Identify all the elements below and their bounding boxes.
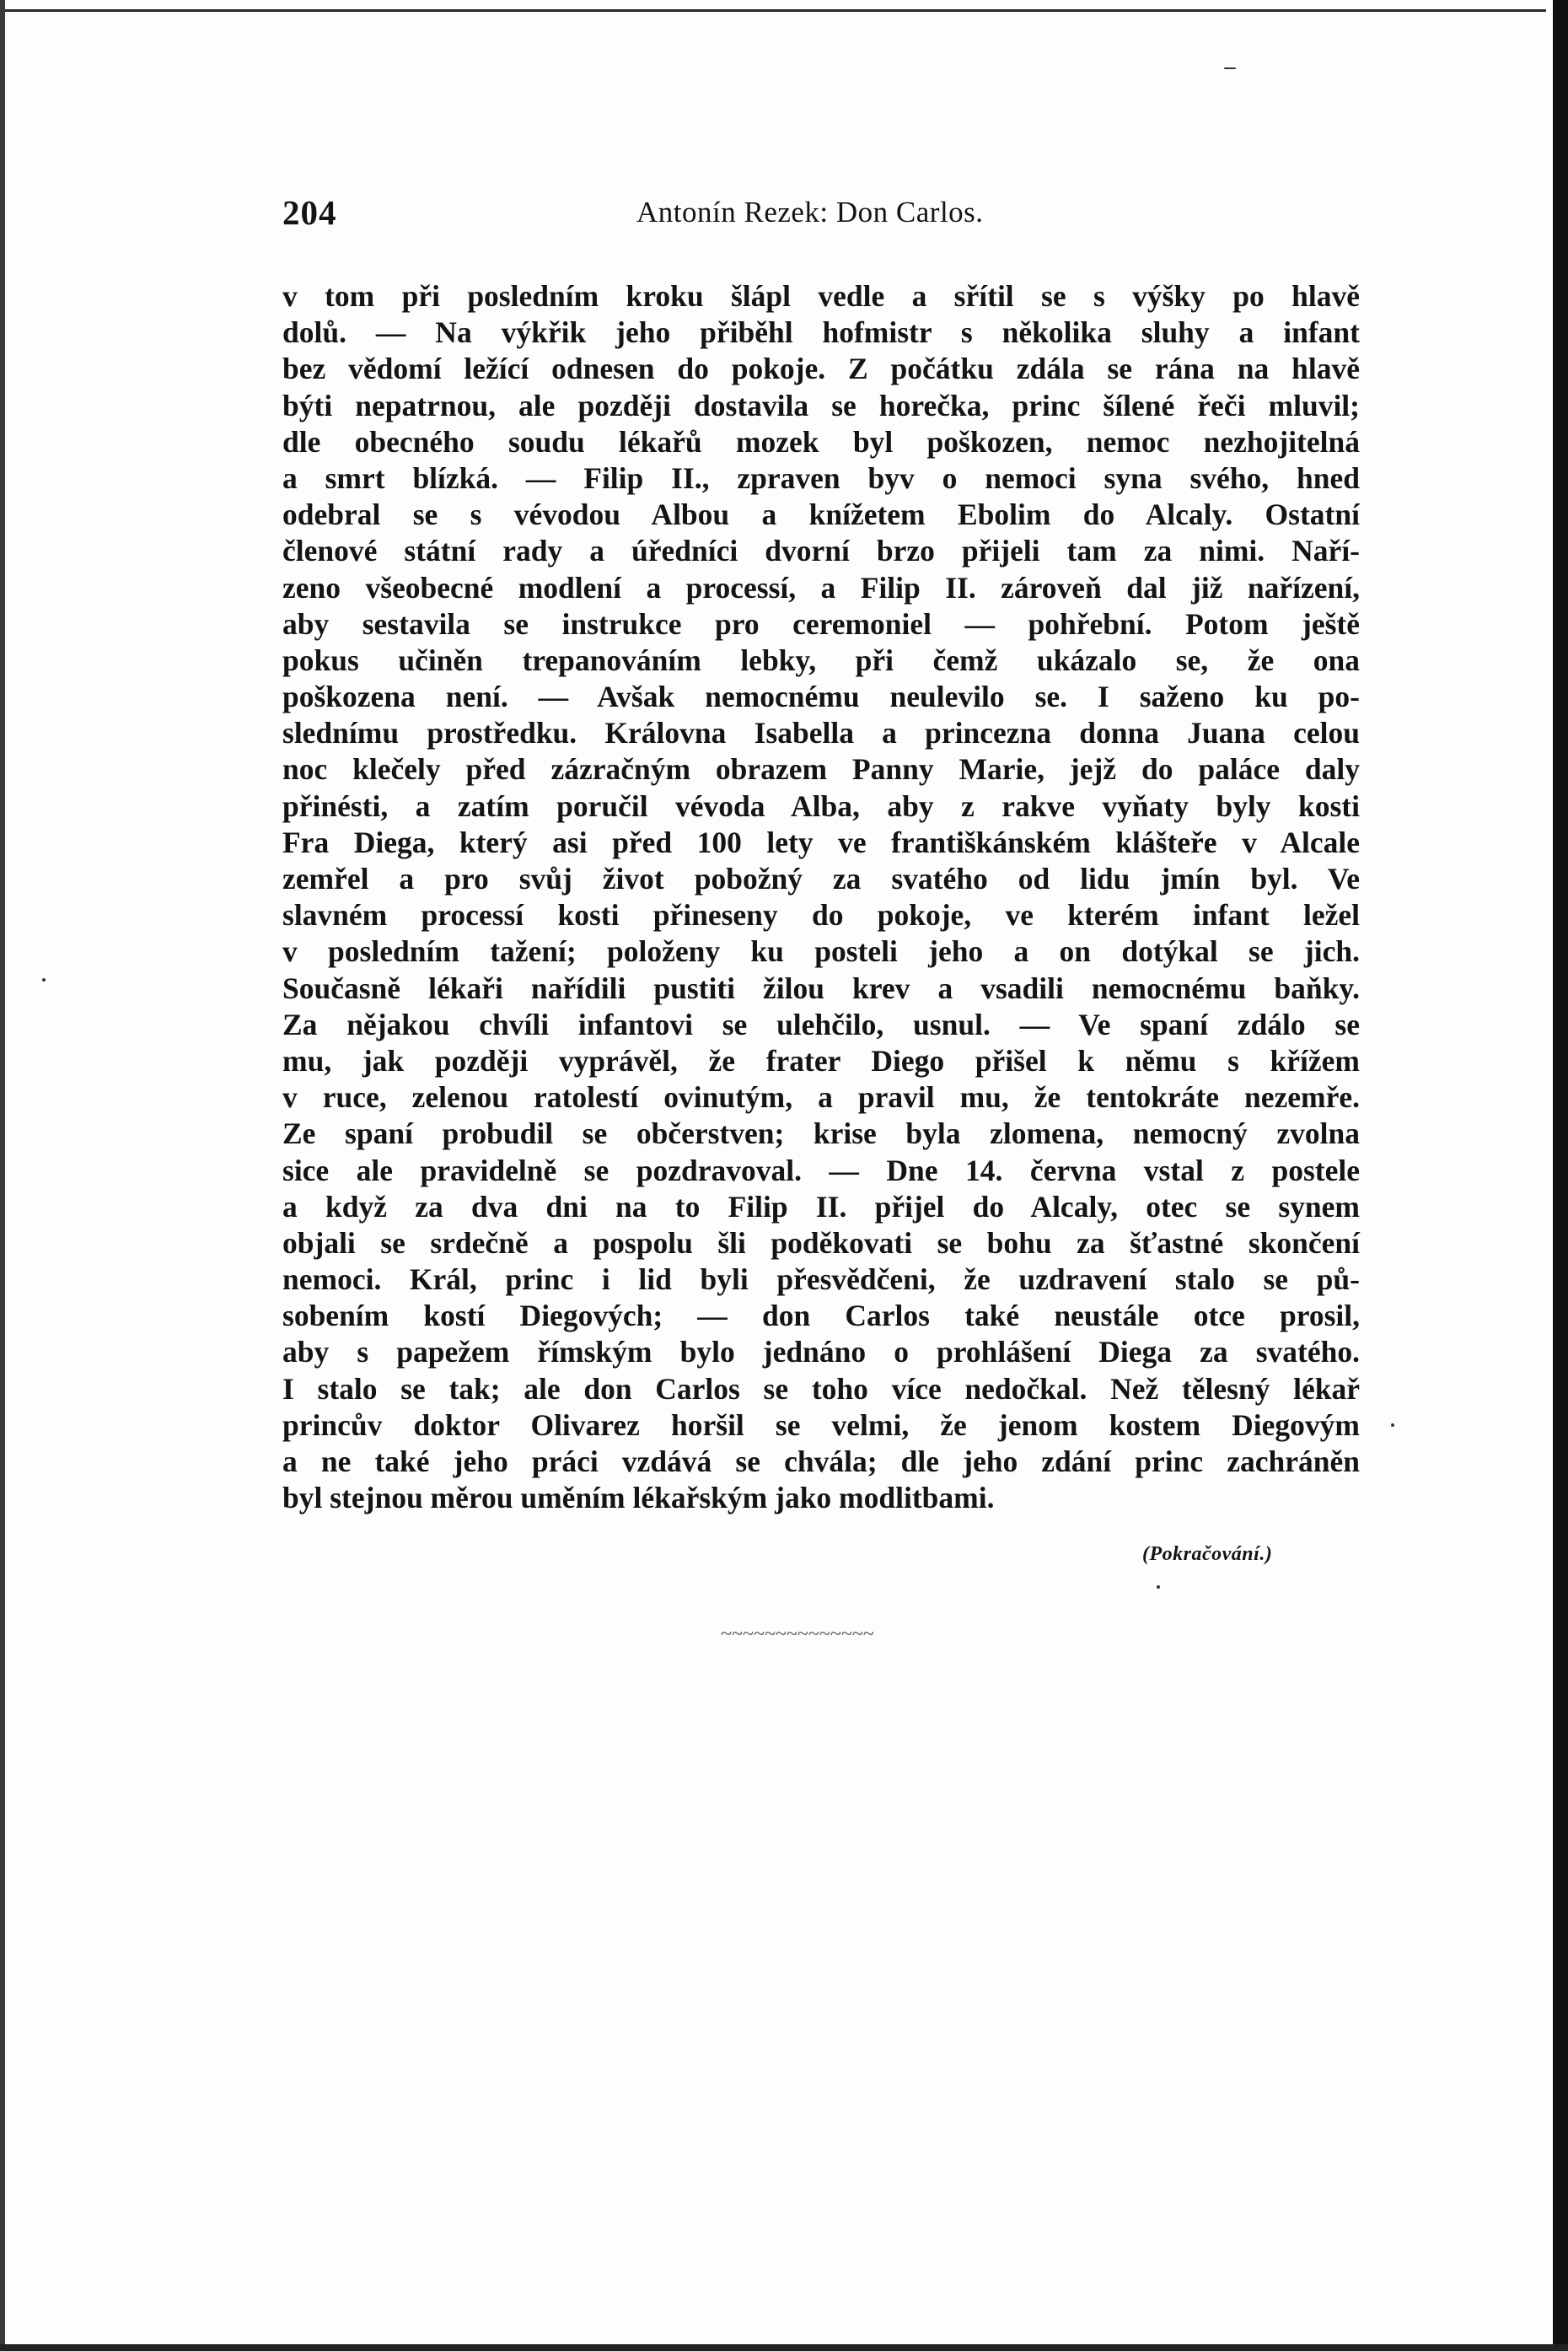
text-line: Ze spaní probudil se občerstven; krise byla zlomena, nemocný zvolna (282, 1116, 1360, 1151)
text-line: a ne také jeho práci vzdává se chvála; dle jeho zdání princ zachráněn (282, 1444, 1360, 1478)
scan-edge-bottom (0, 2344, 1568, 2351)
text-line: objali se srdečně a pospolu šli poděkovati se bohu za šťastné skončení (282, 1225, 1360, 1260)
page-number: 204 (282, 193, 337, 232)
text-line: pokus učiněn trepanováním lebky, při čemž ukázalo se, že ona (282, 643, 1360, 677)
text-line: aby s papežem římským bylo jednáno o prohlášení Diega za svatého. (282, 1335, 1360, 1369)
text-line: aby sestavila se instrukce pro ceremoniel — pohřební. Potom ještě (282, 606, 1360, 641)
ink-speck (1391, 1423, 1394, 1427)
text-line: poškozena není. — Avšak nemocnému neulevilo se. I saženo ku po- (282, 680, 1360, 714)
text-line: nemoci. Král, princ i lid byli přesvědčeni, že uzdravení stalo se pů- (282, 1262, 1360, 1297)
text-line: Fra Diega, který asi před 100 lety ve františkánském klášteře v Alcale (282, 825, 1360, 859)
text-line: a když za dva dni na to Filip II. přijel do Alcaly, otec se synem (282, 1189, 1360, 1224)
text-line: odebral se s vévodou Albou a knížetem Ebolim do Alcaly. Ostatní (282, 498, 1360, 532)
text-line: v posledním tažení; položeny ku posteli jeho a on dotýkal se jich. (282, 934, 1360, 969)
scan-edge-left (0, 0, 5, 2351)
text-line: noc klečely před zázračným obrazem Panny Marie, jejž do paláce daly (282, 752, 1360, 787)
text-line: Za nějakou chvíli infantovi se ulehčilo, usnul. — Ve spaní zdálo se (282, 1007, 1360, 1041)
text-line: sobením kostí Diegových; — don Carlos také neustále otce prosil, (282, 1299, 1360, 1333)
ink-speck (42, 978, 46, 982)
ink-speck (1157, 1585, 1160, 1589)
text-line: Současně lékaři nařídili pustiti žilou krev a vsadili nemocnému baňky. (282, 971, 1360, 1005)
text-line: slednímu prostředku. Královna Isabella a princezna donna Juana celou (282, 716, 1360, 750)
text-line: v ruce, zelenou ratolestí ovinutým, a pravil mu, že tentokráte nezemře. (282, 1080, 1360, 1115)
ornament-divider: ~~~~~~~~~~~~~~ (721, 1623, 874, 1645)
text-line: dle obecného soudu lékařů mozek byl poškozen, nemoc nezhojitelná (282, 424, 1360, 459)
ink-speck (1224, 67, 1236, 69)
text-line: mu, jak později vyprávěl, že frater Diego přišel k němu s křížem (282, 1043, 1360, 1078)
text-line: sice ale pravidelně se pozdravoval. — Dne 14. června vstal z postele (282, 1153, 1360, 1187)
text-line: členové státní rady a úředníci dvorní brzo přijeli tam za nimi. Naří- (282, 534, 1360, 568)
text-line: slavném processí kosti přineseny do pokoje, ve kterém infant ležel (282, 898, 1360, 933)
text-line: zemřel a pro svůj život pobožný za svatého od lidu jmín byl. Ve (282, 862, 1360, 896)
text-line: dolů. — Na výkřik jeho přiběhl hofmistr s několika sluhy a infant (282, 315, 1360, 350)
text-line: a smrt blízká. — Filip II., zpraven byv o nemoci syna svého, hned (282, 460, 1360, 495)
scan-edge-top (0, 0, 1568, 12)
text-line: v tom při posledním kroku šlápl vedle a sřítil se s výšky po hlavě (282, 279, 1360, 313)
text-line: princův doktor Olivarez horšil se velmi, že jenom kostem Diegovým (282, 1407, 1360, 1442)
text-line: bez vědomí ležící odnesen do pokoje. Z počátku zdála se rána na hlavě (282, 352, 1360, 386)
text-line: byl stejnou měrou uměním lékařským jako modlitbami. (282, 1481, 995, 1515)
body-paragraph (282, 278, 1360, 1516)
scan-edge-right (1546, 0, 1568, 2351)
text-line: zeno všeobecné modlení a processí, a Filip II. zároveň dal již nařízení, (282, 570, 1360, 605)
continued-note: (Pokračování.) (1142, 1543, 1273, 1565)
text-line: přinésti, a zatím poručil vévoda Alba, aby z rakve vyňaty byly kosti (282, 788, 1360, 823)
text-line: býti nepatrnou, ale později dostavila se horečka, princ šílené řeči mluvil; (282, 388, 1360, 422)
text-line: I stalo se tak; ale don Carlos se toho více nedočkal. Než tělesný lékař (282, 1371, 1360, 1406)
running-title: Antonín Rezek: Don Carlos. (636, 196, 984, 229)
page-header (282, 192, 1315, 243)
